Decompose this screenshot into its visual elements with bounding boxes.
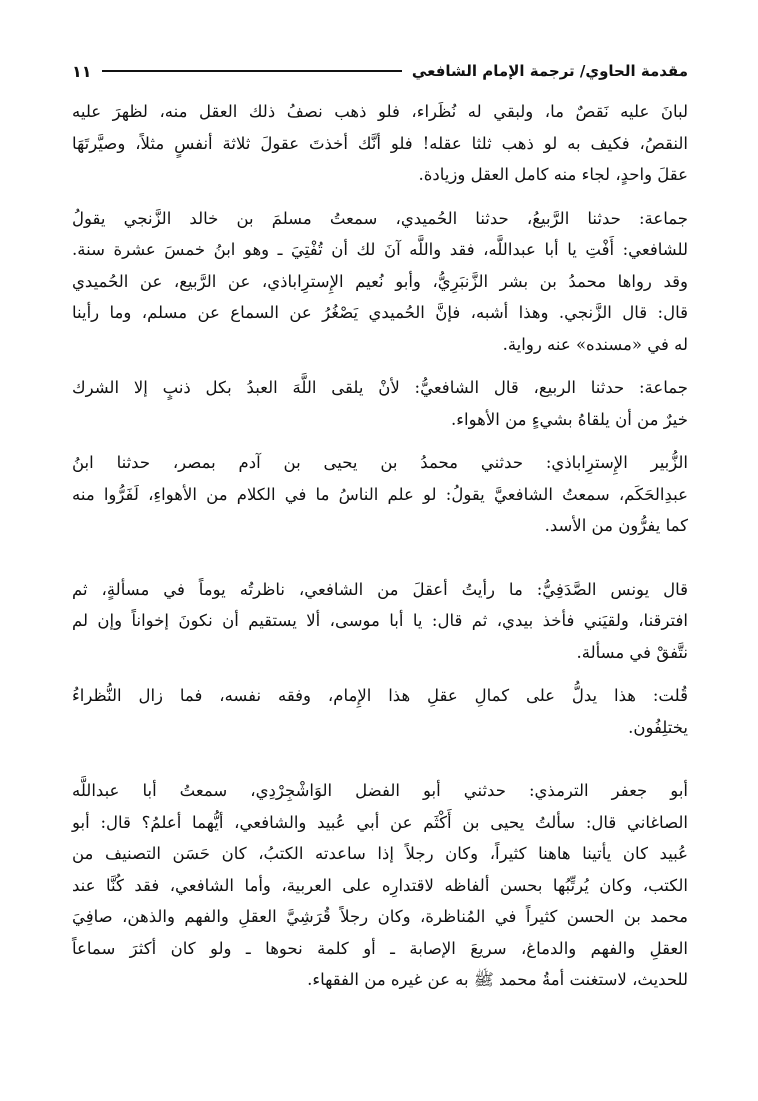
text-line: قُلت: هذا يدلُّ على كمالِ عقلِ هذا الإِمام، وفقه نفسه، فما زال النُّظراءُ — [72, 686, 688, 705]
text-line: له في «مسنده» عنه رواية. — [502, 334, 688, 354]
text-line: أبو جعفر الترمذي: حدثني أبو الفضل الوَاشْجِرْدِي، سمعتُ أبا عبداللَّه — [72, 781, 688, 800]
text-line: محمد بن الحسن كثيراً في المُناظرة، وكان رجلاً قُرَشِيَّ العقلِ والفهم والذهن، صافِيَ — [72, 907, 688, 926]
text-line: لبانَ عليه نَقصٌ ما، ولبقي له نُظَراء، فلو ذهب نصفُ ذلك العقل منه، لظهرَ عليه — [72, 102, 688, 121]
text-line: جماعة: حدثنا الربيع، قال الشافعيُّ: لأنْ يلقى اللَّهَ العبدُ بكل ذنبٍ إلا الشرك — [72, 378, 688, 397]
text-line: الزُّبير الإِسترِاباذي: حدثني محمدُ بن يحيى بن آدم بمصر، حدثنا ابنُ — [72, 453, 688, 472]
page — [72, 56, 688, 996]
text-line: الكتب، وكان يُرتِّبُها بحسن ألفاظه لاقتدارِه على العربية، وأما الشافعي، فقد كُنَّا عند — [72, 875, 688, 895]
header-title: مقدمة الحاوي/ ترجمة الإمام الشافعي — [411, 62, 688, 80]
text-line: النقصُ، فكيف به لو ذهب ثلثا عقله! فلو أنَّك أخذتَ عقولَ ثلاثة أنفسٍ مثلاً، وصيَّرتَهَا — [72, 133, 688, 153]
paragraph-5 — [72, 574, 688, 669]
paragraph-6 — [72, 680, 688, 743]
text-line: الصاغاني قال: سألتُ يحيى بن أَكْثَم عن أبي عُبيد والشافعي، أيُّهما أعلمُ؟ قال: أبو — [72, 812, 688, 832]
paragraph-1 — [72, 96, 688, 191]
running-header — [72, 56, 688, 86]
paragraph-2 — [72, 203, 688, 361]
text-line: العقلِ والفهم والدماغ، سريعَ الإصابة ـ أو كلمة نحوها ـ ولو كان أكثرَ سماعاً — [72, 938, 688, 958]
text-line: وقد رواها محمدُ بن بشر الزَّنبَرِيُّ، وأبو نُعيم الإِسترِاباذي، عن الرَّبيع، عن الحُميدي — [72, 271, 688, 291]
text-line: خيرٌ من أن يلقاهُ بشيءٍ من الأهواء. — [451, 409, 688, 429]
text-line: عُبيد كان يأتينا هاهنا كثيراً، وكان رجلاً إذا ساعدته الكتبُ، كان حَسَن التصنيف من — [72, 844, 688, 863]
text-line: عبدِالحَكَم، سمعتُ الشافعيَّ يقولُ: لو علم الناسُ ما في الكلام من الأهواءِ، لَفَرُّوا منه — [72, 484, 688, 504]
text-line: افترقنا، ولقيَني فأخذ بيدي، ثم قال: يا أبا موسى، ألا يستقيم أن نكونَ إخواناً وإن لم — [72, 611, 688, 630]
text-line: كما يفرُّون من الأسد. — [544, 516, 688, 535]
text-line: قال يونس الصَّدَفِيُّ: ما رأيتُ أعقلَ من الشافعي، ناظرتُه يوماً في مسألةٍ، ثم — [72, 579, 688, 599]
text-line: يختلِفُون. — [628, 717, 688, 737]
paragraph-4 — [72, 447, 688, 542]
page-number: ١١ — [72, 61, 92, 81]
header-rule — [102, 70, 402, 72]
text-line: قال: قال الزَّنجي. وهذا أشبه، فإنَّ الحُميدي يَصْغُرُ عن السماع عن مسلم، وما رأينا — [72, 303, 688, 322]
paragraph-7 — [72, 775, 688, 996]
text-line: للحديث، لاستغنت أمةُ محمد ﷺ به عن غيره من الفقهاء. — [307, 970, 688, 989]
text-line: عقلَ واحدٍ، لجاء منه كامل العقل وزيادة. — [418, 165, 688, 184]
text-line: جماعة: حدثنا الرَّبيعُ، حدثنا الحُميدي، سمعتُ مسلمَ بن خالد الزَّنجي يقولُ — [72, 208, 688, 228]
paragraph-3 — [72, 372, 688, 435]
text-line: للشافعي: أَفْتِ يا أبا عبداللَّه، فقد واللَّه آنَ لك أن تُفْتِيَ ـ وهو ابنُ خمسَ عشرة سنة. — [72, 240, 688, 259]
text-line: نتَّفقْ في مسألة. — [576, 642, 688, 662]
